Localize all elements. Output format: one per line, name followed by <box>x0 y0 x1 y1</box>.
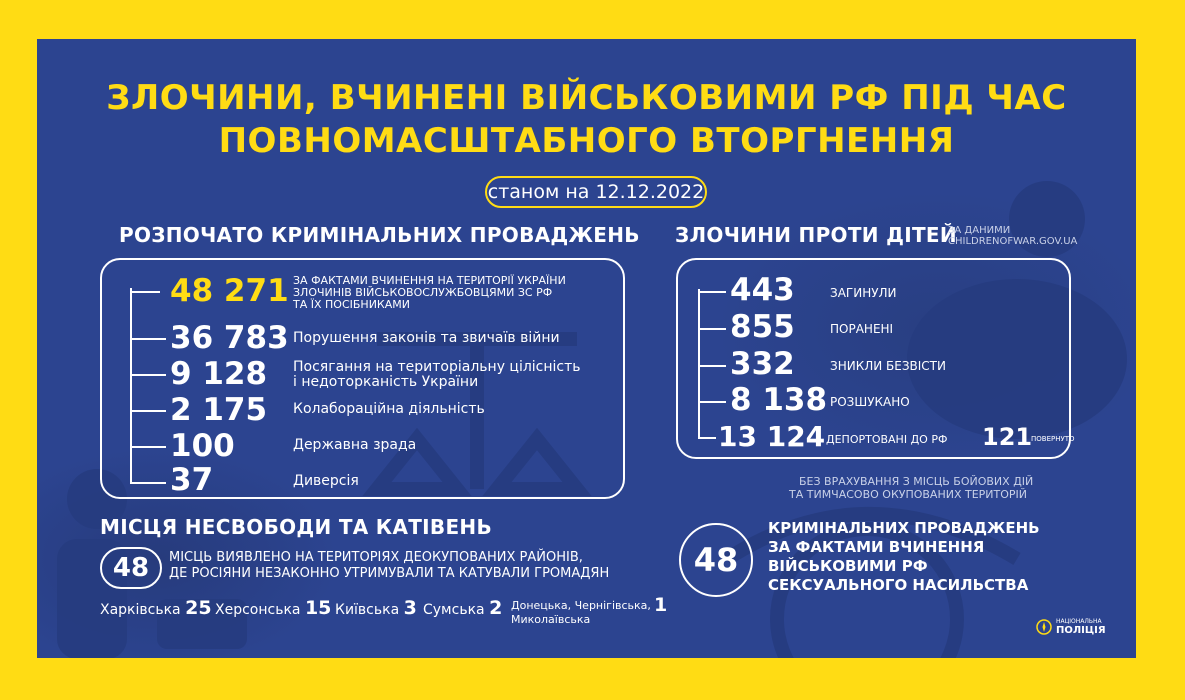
children-label-returned: ПОВЕРНУТО <box>1031 435 1075 443</box>
region-kharkiv-name: Харківська <box>100 602 181 618</box>
region-kherson-name: Херсонська <box>215 602 301 618</box>
region-kyiv <box>335 597 417 619</box>
region-combined-line-2: Миколаївська <box>511 613 591 626</box>
criminal-label-collaboration: Колабораційна діяльність <box>293 401 485 417</box>
children-value-wounded: 855 <box>730 309 795 345</box>
sexual-text-line-1: КРИМІНАЛЬНИХ ПРОВАДЖЕНЬ <box>768 519 1040 537</box>
region-combined-number: 1 <box>654 594 668 616</box>
date-badge: станом на 12.12.2022 <box>485 176 707 208</box>
criminal-label-sabotage: Диверсія <box>293 473 359 489</box>
children-value-killed: 443 <box>730 272 795 308</box>
children-source-line-1: ЗА ДАНИМИ <box>948 225 1011 236</box>
tick <box>698 437 716 439</box>
criminal-value-treason: 100 <box>170 428 235 464</box>
criminal-heading: РОЗПОЧАТО КРИМІНАЛЬНИХ ПРОВАДЖЕНЬ <box>119 223 640 247</box>
region-kharkiv-value: 25 <box>185 597 212 619</box>
sexual-count-circle: 48 <box>679 523 753 597</box>
criminal-value-integrity: 9 128 <box>170 356 268 392</box>
children-label-missing: ЗНИКЛИ БЕЗВІСТИ <box>830 359 946 373</box>
tick <box>130 410 166 412</box>
region-sumy-name: Сумська <box>423 602 485 618</box>
children-heading: ЗЛОЧИНИ ПРОТИ ДІТЕЙ <box>675 223 957 247</box>
region-sumy <box>423 597 502 619</box>
children-label-killed: ЗАГИНУЛИ <box>830 286 897 300</box>
tick <box>698 365 726 367</box>
tick <box>698 291 726 293</box>
tick <box>698 401 726 403</box>
detention-count-badge: 48 <box>100 547 162 589</box>
region-sumy-value: 2 <box>489 597 503 619</box>
tick <box>130 482 166 484</box>
children-bracket <box>698 289 700 439</box>
children-value-returned: 121 <box>982 423 1033 451</box>
sexual-text-line-3: ВІЙСЬКОВИМИ РФ <box>768 557 928 575</box>
region-kyiv-name: Київська <box>335 602 400 618</box>
logo-line-2: ПОЛІЦІЯ <box>1056 625 1106 636</box>
infographic-card <box>37 39 1136 658</box>
children-value-deported: 13 124 <box>718 420 826 453</box>
children-label-found: РОЗШУКАНО <box>830 395 910 409</box>
tick <box>130 291 160 293</box>
criminal-label-integrity: Посягання на територіальну цілісність і недоторканість України <box>293 359 581 390</box>
logo-line-1: НАЦІОНАЛЬНА <box>1056 618 1102 625</box>
children-note-line-1: БЕЗ ВРАХУВАННЯ З МІСЦЬ БОЙОВИХ ДІЙ <box>799 475 1034 488</box>
criminal-label-total: ЗА ФАКТАМИ ВЧИНЕННЯ НА ТЕРИТОРІЇ УКРАЇНИ ЗЛОЧИНІВ ВІЙСЬКОВОСЛУЖБОВЦЯМИ ЗС РФ ТА ЇХ ПОСІБНИКАМИ <box>293 274 566 311</box>
title-line-1: ЗЛОЧИНИ, ВЧИНЕНІ ВІЙСЬКОВИМИ РФ ПІД ЧАС <box>106 78 1067 118</box>
detention-heading: МІСЦЯ НЕСВОБОДИ ТА КАТІВЕНЬ <box>100 515 493 539</box>
criminal-value-collaboration: 2 175 <box>170 392 268 428</box>
children-value-missing: 332 <box>730 346 795 382</box>
children-source-line-2: CHILDRENOFWAR.GOV.UA <box>948 236 1078 247</box>
children-value-found: 8 138 <box>730 382 828 418</box>
detention-text-line-2: ДЕ РОСІЯНИ НЕЗАКОННО УТРИМУВАЛИ ТА КАТУВАЛИ ГРОМАДЯН <box>169 566 610 581</box>
region-combined-value <box>654 594 667 616</box>
criminal-value-war-laws: 36 783 <box>170 320 289 356</box>
region-kyiv-value: 3 <box>403 597 417 619</box>
children-label-wounded: ПОРАНЕНІ <box>830 322 894 336</box>
region-kherson-value: 15 <box>304 597 332 619</box>
tick <box>130 338 166 340</box>
children-note-line-2: ТА ТИМЧАСОВО ОКУПОВАНИХ ТЕРИТОРІЙ <box>789 488 1028 501</box>
title-line-2: ПОВНОМАСШТАБНОГО ВТОРГНЕННЯ <box>218 121 955 161</box>
region-kherson <box>215 597 331 619</box>
tick <box>130 374 166 376</box>
criminal-bracket <box>130 288 132 483</box>
region-kharkiv <box>100 597 212 619</box>
region-combined-line-1: Донецька, Чернігівська, <box>511 599 651 612</box>
sexual-text-line-4: СЕКСУАЛЬНОГО НАСИЛЬСТВА <box>768 576 1029 594</box>
criminal-value-total: 48 271 <box>170 273 289 309</box>
tick <box>698 328 726 330</box>
police-emblem-icon <box>1036 619 1052 635</box>
criminal-value-sabotage: 37 <box>170 462 214 498</box>
criminal-label-war-laws: Порушення законів та звичаїв війни <box>293 330 560 346</box>
detention-text-line-1: МІСЦЬ ВИЯВЛЕНО НА ТЕРИТОРІЯХ ДЕОКУПОВАНИХ РАЙОНІВ, <box>169 550 583 565</box>
criminal-label-treason: Державна зрада <box>293 437 417 453</box>
sexual-text-line-2: ЗА ФАКТАМИ ВЧИНЕННЯ <box>768 538 985 556</box>
tick <box>130 446 166 448</box>
children-label-deported: ДЕПОРТОВАНІ ДО РФ <box>826 433 948 446</box>
